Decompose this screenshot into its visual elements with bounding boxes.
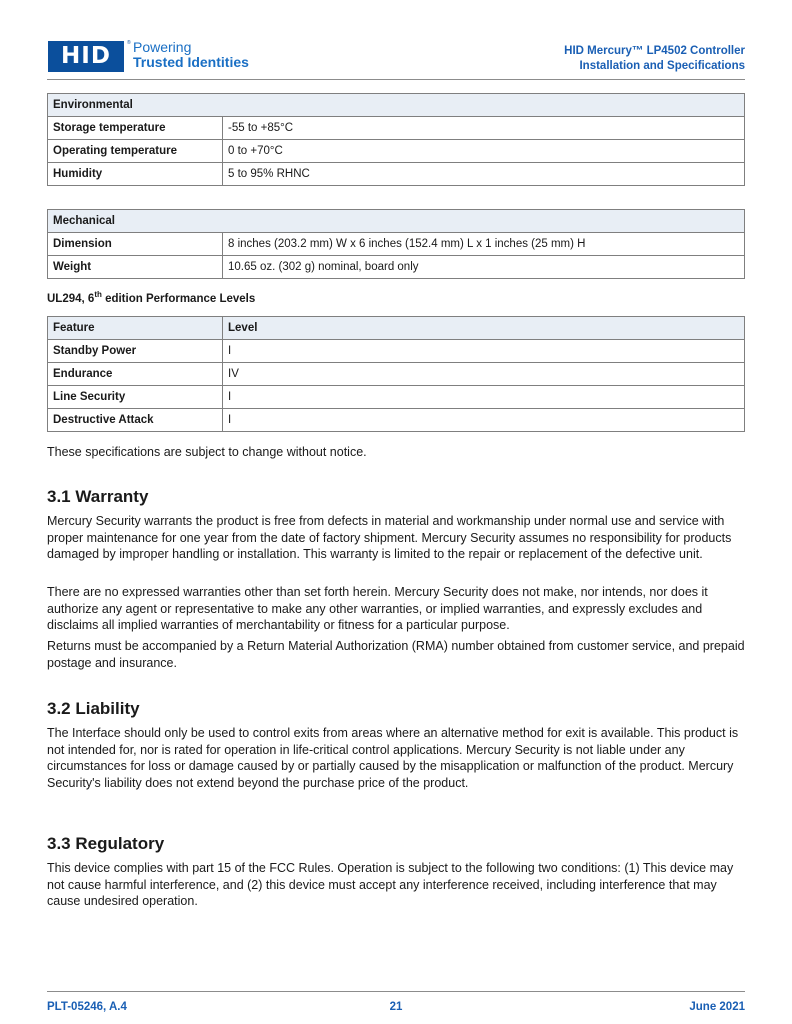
row-label: Storage temperature [48, 117, 223, 140]
warranty-paragraph-2: There are no expressed warranties other than set forth herein. Mercury Security does not make, nor intends, nor does it authorize any agent or representative to make any other warranties, or implied warranties, and expressly excludes and disclaims all implied warranties of merchantability or fitness for a particular purpose. [47, 585, 708, 632]
table-row [48, 233, 745, 256]
tagline-line-2: Trusted Identities [133, 54, 249, 70]
document-title [564, 44, 745, 74]
page-footer [47, 1001, 745, 1017]
feature-cell: Standby Power [48, 340, 223, 363]
environmental-table [47, 93, 745, 186]
table-row [48, 386, 745, 409]
table-row [48, 163, 745, 186]
document-page [47, 0, 745, 1024]
row-label: Dimension [48, 233, 223, 256]
liability-heading: 3.2 Liability [47, 699, 140, 718]
row-value: 0 to +70°C [223, 140, 745, 163]
table-row [48, 256, 745, 279]
table-row [48, 117, 745, 140]
environmental-title: Environmental [48, 94, 745, 117]
level-cell: I [223, 409, 745, 432]
feature-cell: Endurance [48, 363, 223, 386]
ul294-heading-suffix: edition Performance Levels [101, 292, 256, 305]
header-divider [47, 79, 745, 80]
warranty-paragraph-3: Returns must be accompanied by a Return Material Authorization (RMA) number obtained from customer service, and prepaid postage and insurance. [47, 639, 745, 670]
row-value: 8 inches (203.2 mm) W x 6 inches (152.4 mm) L x 1 inches (25 mm) H [223, 233, 745, 256]
page-number: 21 [389, 1001, 403, 1013]
ul294-heading-prefix: UL294, 6 [47, 292, 95, 305]
hid-logo: HID [48, 41, 124, 72]
tagline-line-1: Powering [133, 39, 192, 55]
table-row [48, 340, 745, 363]
warranty-heading: 3.1 Warranty [47, 487, 149, 506]
publication-date: June 2021 [689, 1001, 745, 1013]
column-header-feature: Feature [48, 317, 223, 340]
level-cell: I [223, 386, 745, 409]
level-cell: I [223, 340, 745, 363]
table-row [48, 363, 745, 386]
row-label: Humidity [48, 163, 223, 186]
level-cell: IV [223, 363, 745, 386]
row-value: -55 to +85°C [223, 117, 745, 140]
row-label: Weight [48, 256, 223, 279]
mechanical-title: Mechanical [48, 210, 745, 233]
document-title-line-2: Installation and Specifications [579, 60, 745, 72]
page-header [47, 38, 745, 78]
warranty-paragraph-1: Mercury Security warrants the product is free from defects in material and workmanship under normal use and service with proper maintenance for one year from the date of factory shipment. Mercury Security assumes no responsibility for products damaged by improper handling or installation. This warranty is limited to the repair or replacement of the defective unit. [47, 514, 732, 561]
ul294-heading [47, 290, 255, 305]
column-header-level: Level [223, 317, 745, 340]
footer-divider [47, 991, 745, 992]
liability-paragraph: The Interface should only be used to control exits from areas where an alternative method for exit is available. This product is not intended for, nor is rated for operation in life-critical control applications. Mercury Security is not liable under any circumstances for loss or damage caused by or partially caused by the misapplication or malfunction of the product. Mercury Security's liability does not extend beyond the purchase price of the product. [47, 726, 739, 790]
logo-tagline [133, 40, 249, 70]
specifications-notice: These specifications are subject to change without notice. [47, 445, 367, 459]
table-row [48, 409, 745, 432]
document-title-line-1: HID Mercury™ LP4502 Controller [564, 45, 745, 57]
document-number: PLT-05246, A.4 [47, 1001, 127, 1013]
ul294-table [47, 316, 745, 432]
row-value: 10.65 oz. (302 g) nominal, board only [223, 256, 745, 279]
table-row [48, 140, 745, 163]
feature-cell: Destructive Attack [48, 409, 223, 432]
regulatory-paragraph: This device complies with part 15 of the FCC Rules. Operation is subject to the following two conditions: (1) This device may not cause harmful interference, and (2) this device must accept any interference received, including interference that may cause undesired operation. [47, 861, 734, 908]
row-label: Operating temperature [48, 140, 223, 163]
ul294-heading-sup: th [94, 290, 102, 299]
row-value: 5 to 95% RHNC [223, 163, 745, 186]
mechanical-table [47, 209, 745, 279]
feature-cell: Line Security [48, 386, 223, 409]
regulatory-heading: 3.3 Regulatory [47, 834, 165, 853]
logo-trademark: ® [127, 40, 131, 46]
